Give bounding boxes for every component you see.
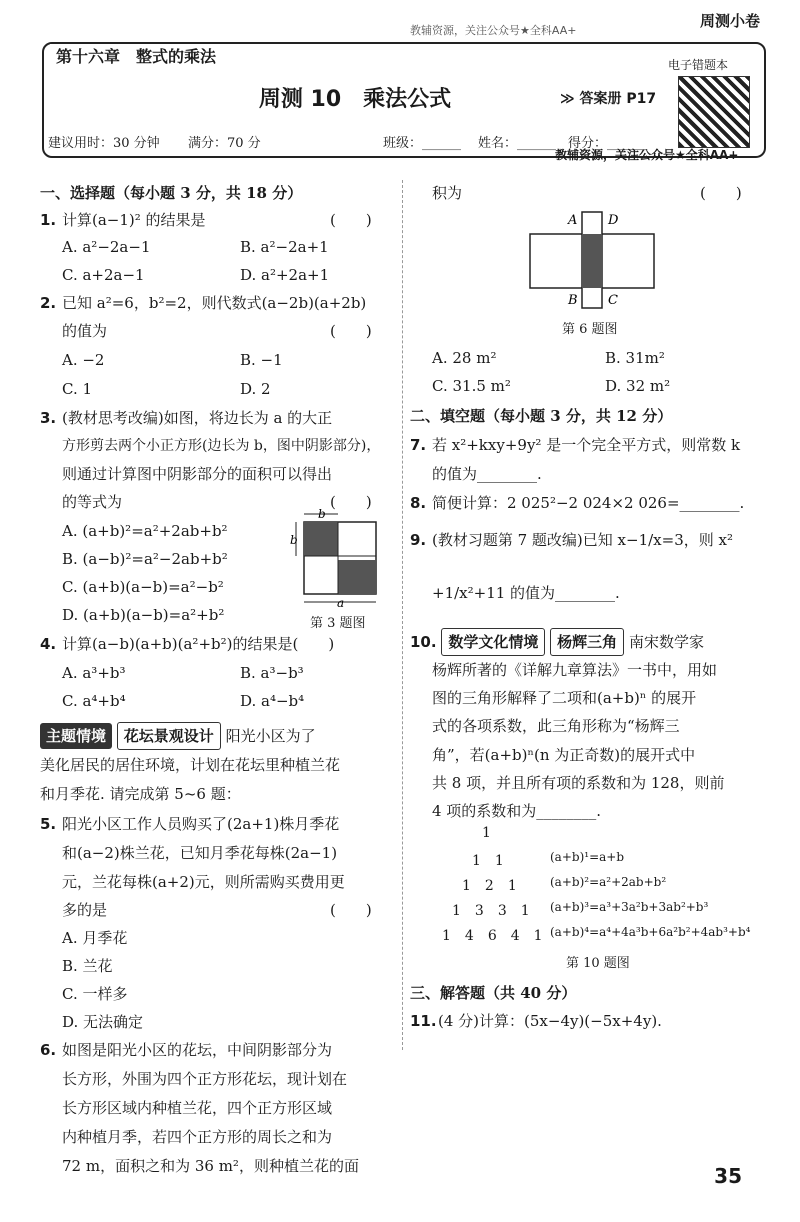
yanghui-row-4: 1 4 6 4 1	[442, 928, 543, 944]
q3-blank[interactable]: ( )	[330, 493, 372, 511]
q5-option-a[interactable]: A. 月季花	[62, 929, 128, 947]
q6-option-d[interactable]: D. 32 m²	[605, 377, 671, 395]
section-3-title: 三、解答题（共 40 分）	[410, 984, 577, 1002]
ebook-label: 电子错题本	[668, 58, 729, 72]
q6-shaded-rect	[582, 234, 602, 288]
column-divider	[402, 180, 403, 1050]
q8-number: 8.	[410, 494, 427, 512]
q5-number: 5.	[40, 815, 57, 833]
q2-stem-2: 的值为	[62, 322, 108, 340]
q7-line-2[interactable]: 的值为________.	[432, 465, 542, 483]
q5-line-4: 多的是	[62, 901, 108, 919]
q10-name: 杨辉三角	[550, 628, 624, 656]
q2-option-b[interactable]: B. −1	[240, 351, 283, 369]
q1-blank[interactable]: ( )	[330, 211, 372, 229]
q4-option-a[interactable]: A. a³+b³	[62, 664, 126, 682]
name-field[interactable]: 姓名：______	[478, 136, 557, 151]
q3-option-d[interactable]: D. (a+b)(a−b)=a²+b²	[62, 606, 225, 624]
yanghui-row-1: 1 1	[472, 853, 504, 869]
theme-name: 花坛景观设计	[117, 722, 221, 750]
q6-label-c: C	[608, 293, 618, 308]
q10-line-3: 图的三角形解释了二项和(a+b)ⁿ 的展开	[432, 689, 697, 707]
q4-option-c[interactable]: C. a⁴+b⁴	[62, 692, 126, 710]
q1-option-c[interactable]: C. a+2a−1	[62, 266, 145, 284]
q3-number: 3.	[40, 409, 57, 427]
section-1-title: 一、选择题（每小题 3 分，共 18 分）	[40, 184, 303, 202]
q6-line-5: 72 m，面积之和为 36 m²，则种植兰花的面	[62, 1157, 359, 1175]
qr-code-icon[interactable]	[678, 76, 750, 148]
page-number: 35	[714, 1164, 742, 1188]
q10-line-2: 杨辉所著的《详解九章算法》一书中，用如	[432, 661, 718, 679]
q3-shaded-square-1	[304, 522, 338, 556]
theme-line-3: 和月季花. 请完成第 5~6 题：	[40, 785, 241, 803]
yanghui-row-0: 1	[482, 825, 491, 841]
answer-reference[interactable]: ≫ 答案册 P17	[560, 91, 657, 107]
q2-stem: 已知 a²=6，b²=2，则代数式(a−2b)(a+2b)	[62, 294, 367, 312]
points-field[interactable]: 得分：______	[568, 136, 647, 151]
chapter-title: 第十六章 整式的乘法	[50, 44, 222, 67]
q3-label-b-left: b	[290, 533, 298, 547]
q5-blank[interactable]: ( )	[330, 901, 372, 919]
q4-option-b[interactable]: B. a³−b³	[240, 664, 304, 682]
q5-option-b[interactable]: B. 兰花	[62, 957, 113, 975]
q1-option-b[interactable]: B. a²−2a+1	[240, 238, 329, 256]
q2-option-d[interactable]: D. 2	[240, 380, 271, 398]
q3-option-b[interactable]: B. (a−b)²=a²−2ab+b²	[62, 550, 228, 568]
q6-number: 6.	[40, 1041, 57, 1059]
q3-line-2: 方形剪去两个小正方形(边长为 b，图中阴影部分)，	[62, 438, 381, 454]
q9-line-1: (教材习题第 7 题改编)已知 x−1/x=3，则 x²	[432, 531, 733, 549]
q6-option-c[interactable]: C. 31.5 m²	[432, 377, 511, 395]
q2-option-c[interactable]: C. 1	[62, 380, 93, 398]
q7-line-1: 若 x²+kxy+9y² 是一个完全平方式，则常数 k	[432, 436, 741, 454]
yanghui-eq-4: (a+b)⁴=a⁴+4a³b+6a²b²+4ab³+b⁴	[550, 925, 751, 939]
q6-label-d: D	[608, 213, 619, 228]
q6-label-a: A	[568, 213, 578, 228]
theme-text-1: 阳光小区为了	[225, 727, 316, 745]
yanghui-row-3: 1 3 3 1	[452, 903, 530, 919]
q1-option-d[interactable]: D. a²+2a+1	[240, 266, 330, 284]
q4-option-d[interactable]: D. a⁴−b⁴	[240, 692, 305, 710]
q6-cont-line: 积为	[432, 184, 463, 202]
q6-figure	[520, 208, 670, 312]
q6-label-b: B	[568, 293, 578, 308]
q10-line-5: 角”，若(a+b)ⁿ(n 为正奇数)的展开式中	[432, 746, 696, 764]
q9-line-2[interactable]: +1/x²+11 的值为________.	[432, 584, 620, 602]
q6-option-b[interactable]: B. 31m²	[605, 349, 665, 367]
quiz-title: 周测 10 乘法公式	[258, 87, 452, 112]
q1-option-a[interactable]: A. a²−2a−1	[62, 238, 151, 256]
q3-line-4: 的等式为	[62, 493, 123, 511]
q5-line-2: 和(a−2)株兰花，已知月季花每株(2a−1)	[62, 844, 338, 862]
q5-line-1: 阳光小区工作人员购买了(2a+1)株月季花	[62, 815, 340, 833]
yanghui-eq-3: (a+b)³=a³+3a²b+3ab²+b³	[550, 900, 709, 914]
theme-line-2: 美化居民的居住环境，计划在花坛里种植兰花	[40, 756, 341, 774]
q2-blank[interactable]: ( )	[330, 322, 372, 340]
q6-line-2: 长方形，外围为四个正方形花坛，现计划在	[62, 1070, 348, 1088]
q10-line-7[interactable]: 4 项的系数和为________.	[432, 802, 602, 820]
time-label: 建议用时：30 分钟	[48, 136, 160, 151]
q6-line-4: 内种植月季，若四个正方形的周长之和为	[62, 1128, 333, 1146]
q8-line-1[interactable]: 简便计算：2 025²−2 024×2 026=________.	[432, 494, 745, 512]
top-tag: 周测小卷	[699, 12, 760, 30]
q2-number: 2.	[40, 294, 57, 312]
top-note: 教辅资源，关注公众号★全科AA+	[410, 24, 577, 37]
yanghui-eq-1: (a+b)¹=a+b	[550, 850, 625, 864]
q3-line-1: (教材思考改编)如图，将边长为 a 的大正	[62, 409, 333, 427]
q1-number: 1.	[40, 211, 57, 229]
q10-head	[410, 628, 704, 656]
q3-option-c[interactable]: C. (a+b)(a−b)=a²−b²	[62, 578, 224, 596]
q10-line-4: 式的各项系数，此三角形称为“杨辉三	[432, 717, 680, 735]
yanghui-eq-2: (a+b)²=a²+2ab+b²	[550, 875, 667, 889]
theme-line-1	[40, 722, 316, 750]
q3-label-a: a	[337, 596, 345, 610]
theme-tag: 主题情境	[40, 723, 112, 749]
q11-number: 11.	[410, 1012, 437, 1030]
q6-caption: 第 6 题图	[562, 322, 618, 337]
q11-line-1: (4 分)计算：(5x−4y)(−5x+4y).	[438, 1012, 662, 1030]
q9-number: 9.	[410, 531, 427, 549]
class-field[interactable]: 班级：______	[383, 136, 462, 151]
q7-number: 7.	[410, 436, 427, 454]
q10-caption: 第 10 题图	[566, 956, 630, 971]
q5-option-c[interactable]: C. 一样多	[62, 985, 128, 1003]
q6-option-a[interactable]: A. 28 m²	[432, 349, 497, 367]
header-watermark: 教辅资源，关注公众号★全科AA+	[555, 148, 739, 162]
score-label: 满分：70 分	[188, 136, 261, 151]
q10-line-1: 南宋数学家	[628, 633, 704, 651]
q4-stem: 计算(a−b)(a+b)(a²+b²)的结果是( )	[62, 635, 335, 653]
q10-tag: 数学文化情境	[441, 628, 545, 656]
q6-blank[interactable]: ( )	[700, 184, 742, 202]
q2-option-a[interactable]: A. −2	[62, 351, 105, 369]
q3-option-a[interactable]: A. (a+b)²=a²+2ab+b²	[62, 522, 228, 540]
q5-option-d[interactable]: D. 无法确定	[62, 1013, 144, 1031]
q6-line-1: 如图是阳光小区的花坛，中间阴影部分为	[62, 1041, 333, 1059]
q3-shaded-square-2	[338, 560, 376, 594]
q10-number: 10.	[410, 633, 437, 651]
q3-figure	[292, 506, 382, 610]
q4-number: 4.	[40, 635, 57, 653]
q3-label-b-top: b	[318, 507, 326, 521]
yanghui-row-2: 1 2 1	[462, 878, 517, 894]
q10-line-6: 共 8 项，并且所有项的系数和为 128，则前	[432, 774, 725, 792]
q3-line-3: 则通过计算图中阴影部分的面积可以得出	[62, 465, 333, 483]
section-2-title: 二、填空题（每小题 3 分，共 12 分）	[410, 407, 673, 425]
q5-line-3: 元，兰花每株(a+2)元，则所需购买费用更	[62, 873, 345, 891]
q3-caption: 第 3 题图	[310, 616, 366, 631]
q6-line-3: 长方形区域内种植兰花，四个正方形区域	[62, 1099, 333, 1117]
q1-stem: 计算(a−1)² 的结果是	[62, 211, 206, 229]
